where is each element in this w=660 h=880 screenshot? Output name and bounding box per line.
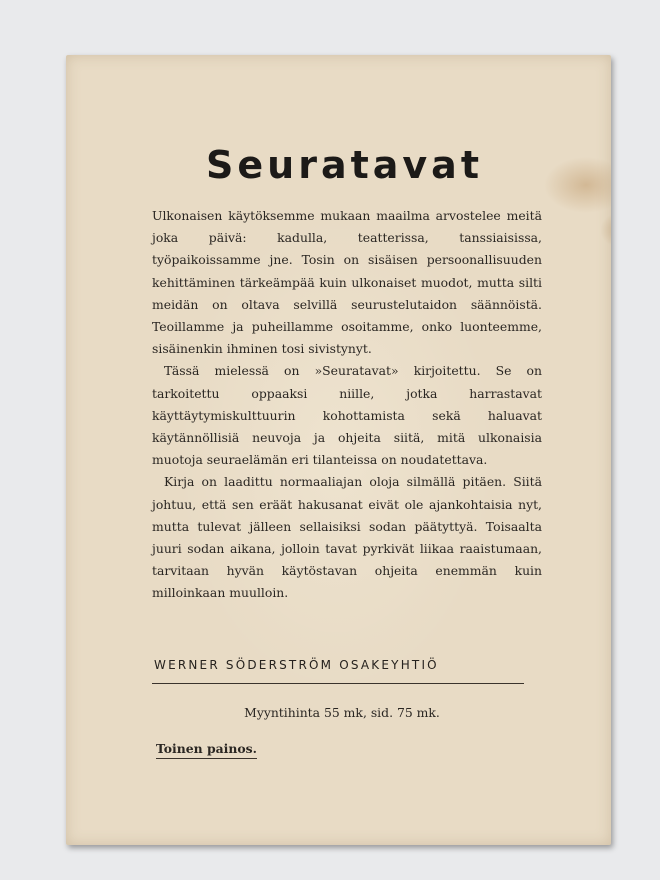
divider-rule (152, 683, 524, 684)
book-back-cover (66, 55, 611, 845)
blurb-text (152, 205, 542, 605)
blurb-paragraph-1: Ulkonaisen käytöksemme mukaan maailma arvostelee meitä joka päivä: kadulla, teatterissa, tanssiaisissa, työpaikoissamme jne. Tosin on sisäisen persoonallisuuden kehittäminen tärkeämpää kuin ulkonaiset muodot, mutta silti meidän on oltava selvillä seurustelutaidon säännöistä. Teoillamme ja puheillamme osoitamme, onko luonteemme, sisäinenkin ihminen tosi sivistynyt. (152, 208, 542, 357)
publisher-name: WERNER SÖDERSTRÖM OSAKEYHTIÖ (154, 658, 439, 672)
book-title: Seuratavat (206, 143, 483, 187)
price-line: Myyntihinta 55 mk, sid. 75 mk. (244, 705, 440, 720)
blurb-paragraph-2: Tässä mielessä on »Seuratavat» kirjoitettu. Se on tarkoitettu oppaaksi niille, jotka harrastavat käyttäytymiskulttuurin kohottamista sekä haluavat käytännöllisiä neuvoja ja ohjeita siitä, mitä ulkonaisia muotoja seuraelämän eri tilanteissa on noudatettava. (152, 363, 542, 468)
blurb-paragraph-3: Kirja on laadittu normaaliajan oloja silmällä pitäen. Siitä johtuu, että sen eräät hakusanat eivät ole ajankohtaisia nyt, mutta tulevat jälleen sellaisiksi sodan päätyttyä. Toisaalta juuri sodan aikana, jolloin tavat pyrkivät liikaa raaistumaan, tarvitaan hyvän käytöstavan ohjeita enemmän kuin milloinkaan muulloin. (152, 474, 542, 601)
edition-label: Toinen painos. (156, 741, 257, 759)
